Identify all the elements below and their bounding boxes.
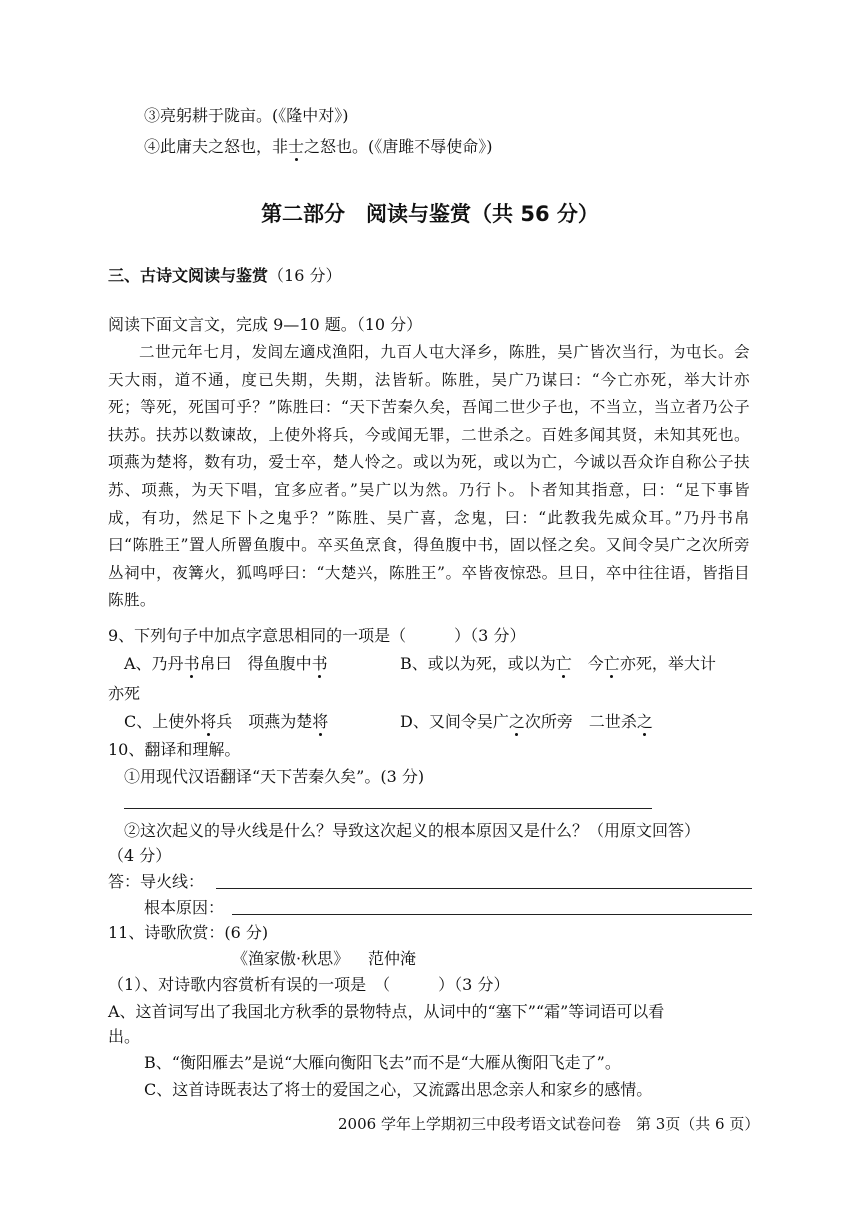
q10-stem: 10、翻译和理解。 [108, 740, 241, 759]
q10-root-label: 根本原因： [144, 898, 225, 917]
section-heading: 三、古诗文阅读与鉴赏（16 分） [108, 266, 342, 285]
q9-stem: 9、下列句子中加点字意思相同的一项是（ ）（3 分） [108, 626, 526, 645]
q11-option-a: A、这首词写出了我国北方秋季的景物特点，从词中的“塞下”“霜”等词语可以看 [108, 1002, 665, 1021]
q9-option-b: B、或以为死，或以为亡 今亡亦死，举大计 [400, 654, 716, 673]
quote-4: ④此庸夫之怒也，非士之怒也。(《唐雎不辱使命》) [144, 137, 493, 156]
answer-line-root[interactable] [232, 914, 752, 915]
quote-3: ③亮躬耕于陇亩。(《隆中对》) [144, 106, 349, 125]
q9-option-b-cont: 亦死 [108, 684, 141, 703]
q9-option-c: C、上使外将兵 项燕为楚将 [124, 712, 329, 731]
q10-sub1: ①用现代汉语翻译“天下苦秦久矣”。(3 分) [124, 767, 425, 786]
q9-option-d: D、又间令吴广之次所旁 二世杀之 [400, 712, 653, 731]
answer-line-translate[interactable] [124, 808, 652, 809]
q11-option-b: B、“衡阳雁去”是说“大雁向衡阳飞去”而不是“大雁从衡阳飞走了”。 [144, 1053, 621, 1072]
q10-sub2: ②这次起义的导火线是什么？导致这次起义的根本原因又是什么？（用原文回答） [124, 821, 701, 840]
q9-option-a: A、乃丹书帛曰 得鱼腹中书 [124, 654, 328, 673]
page-footer: 2006 学年上学期初三中段考语文试卷问卷 第 3页（共 6 页） [338, 1115, 760, 1133]
q11-option-a-cont: 出。 [108, 1027, 141, 1046]
answer-line-fuse[interactable] [216, 888, 752, 889]
part-title: 第二部分 阅读与鉴赏（共 56 分） [261, 202, 599, 226]
poem-title: 《渔家傲·秋思》 [232, 949, 350, 968]
q11-stem: 11、诗歌欣赏：(6 分) [108, 923, 269, 942]
poem-author: 范仲淹 [368, 949, 417, 968]
q11-option-c: C、这首诗既表达了将士的爱国之心，又流露出思念亲人和家乡的感情。 [144, 1080, 653, 1099]
q11-sub1: （1）、对诗歌内容赏析有误的一项是 （ ）（3 分） [108, 975, 510, 994]
passage-text: 二世元年七月，发闾左適戍渔阳，九百人屯大泽乡，陈胜，吴广皆次当行，为屯长。会天大雨，道不通，度已失期，失期，法皆斩。陈胜，吴广乃谋曰：“今亡亦死，举大计亦死；等死，死国可乎？”陈胜曰：“天下苦秦久矣，吾闻二世少子也，不当立，当立者乃公子扶苏。扶苏以数谏故，上使外将兵，今或闻无罪，二世杀之。百姓多闻其贤，未知其死也。项燕为楚将，数有功，爱士卒，楚人怜之。或以为死，或以为亡，今诚以吾众诈自称公子扶苏、项燕，为天下唱，宜多应者。”吴广以为然。乃行卜。卜者知其指意，曰：“足下事皆成，有功，然足下卜之鬼乎？”陈胜、吴广喜，念鬼，曰：“此教我先威众耳。”乃丹书帛曰“陈胜王”置人所罾鱼腹中。卒买鱼烹食，得鱼腹中书，固以怪之矣。又间令吴广之次所旁丛祠中，夜篝火，狐鸣呼曰：“大楚兴，陈胜王”。卒皆夜惊恐。旦日，卒中往往语，皆指目陈胜。 [108, 343, 750, 610]
passage-intro: 阅读下面文言文，完成 9—10 题。（10 分） [108, 315, 423, 334]
q10-answer-label: 答：导火线： [108, 872, 205, 891]
q10-sub2-score: （4 分） [108, 846, 172, 865]
dotted-char: 士 [288, 137, 305, 156]
